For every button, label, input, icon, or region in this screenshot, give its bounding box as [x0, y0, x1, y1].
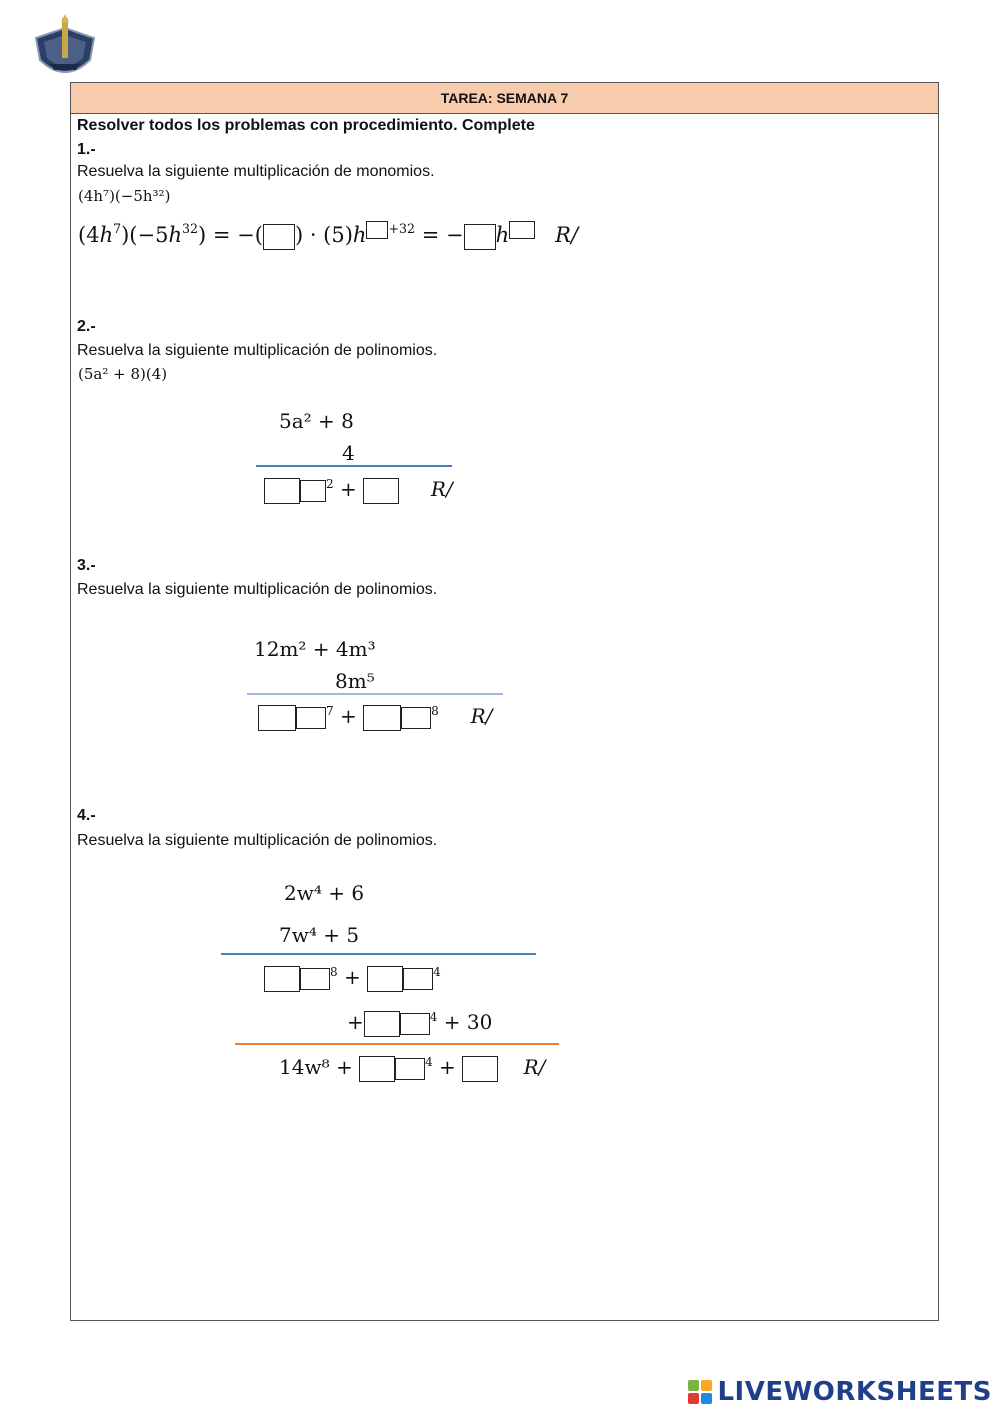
answer-box[interactable]	[366, 221, 388, 239]
problem-4-prompt: Resuelva la siguiente multiplicación de polinomios.	[77, 832, 438, 849]
problem-1-number: 1.-	[77, 141, 96, 158]
problem-1-given: (4h⁷)(−5h³²)	[78, 187, 171, 205]
problem-4-partial-row-1: $^8$ + $^4$	[264, 965, 441, 992]
answer-box[interactable]	[363, 478, 399, 504]
answer-mark: R/	[430, 477, 453, 501]
answer-box[interactable]	[395, 1058, 425, 1080]
brand-logo-icon	[687, 1379, 713, 1405]
problem-2-given: (5a² + 8)(4)	[78, 365, 168, 383]
problem-4-top: 2w⁴ + 6	[284, 881, 365, 905]
worksheet-frame	[70, 82, 939, 1321]
problem-2-top: 5a² + 8	[279, 409, 354, 433]
answer-box[interactable]	[462, 1056, 498, 1082]
problem-2-divider	[256, 465, 452, 467]
answer-box[interactable]	[401, 707, 431, 729]
problem-2-answer-row: $^2$ + R/	[264, 477, 453, 504]
problem-1-equation: $(4h^7)(-5h^{32})$ = −( ) · (5)h $^{+32}$ = − h R/	[78, 223, 578, 250]
problem-4-divider-1	[221, 953, 536, 955]
answer-box[interactable]	[296, 707, 326, 729]
problem-4-divider-2	[235, 1043, 559, 1045]
problem-3-divider	[247, 693, 503, 695]
problem-2-prompt: Resuelva la siguiente multiplicación de polinomios.	[77, 342, 438, 359]
answer-box[interactable]	[367, 966, 403, 992]
school-crest-logo	[30, 14, 100, 86]
problem-4-multiplier: 7w⁴ + 5	[279, 923, 360, 947]
answer-box[interactable]	[403, 968, 433, 990]
problem-2-multiplier: 4	[342, 441, 355, 465]
instructions: Resolver todos los problemas con procedimiento. Complete	[77, 117, 535, 134]
answer-box[interactable]	[509, 221, 535, 239]
answer-mark: R/	[470, 704, 493, 728]
answer-box[interactable]	[300, 968, 330, 990]
problem-3-prompt: Resuelva la siguiente multiplicación de polinomios.	[77, 581, 438, 598]
problem-4-number: 4.-	[77, 807, 96, 824]
problem-1-prompt: Resuelva la siguiente multiplicación de monomios.	[77, 163, 435, 180]
answer-box[interactable]	[264, 478, 300, 504]
answer-box[interactable]	[264, 966, 300, 992]
liveworksheets-brand	[687, 1377, 992, 1407]
answer-mark: R/	[523, 1055, 546, 1079]
answer-box[interactable]	[464, 224, 496, 250]
problem-3-answer-row: $^7$ + $^8$ R/	[258, 704, 492, 731]
problem-3-number: 3.-	[77, 557, 96, 574]
problem-3-multiplier: 8m⁵	[335, 669, 375, 693]
answer-box[interactable]	[359, 1056, 395, 1082]
answer-box[interactable]	[263, 224, 295, 250]
answer-box[interactable]	[300, 480, 326, 502]
problem-4-result-row: 14w⁸ + $^4$ + R/	[279, 1055, 545, 1082]
problem-3-top: 12m² + 4m³	[254, 637, 376, 661]
problem-4-row2-constant: + 30	[443, 1010, 493, 1034]
worksheet-title: TAREA: SEMANA 7	[71, 83, 938, 114]
problem-2-number: 2.-	[77, 318, 96, 335]
problem-4-result-lead: 14w⁸ +	[279, 1055, 353, 1079]
problem-4-partial-row-2: + $^4$ + 30	[347, 1010, 492, 1037]
answer-box[interactable]	[363, 705, 401, 731]
brand-name: LIVEWORKSHEETS	[717, 1377, 992, 1407]
answer-box[interactable]	[364, 1011, 400, 1037]
answer-box[interactable]	[400, 1013, 430, 1035]
answer-box[interactable]	[258, 705, 296, 731]
answer-mark: R/	[555, 223, 579, 247]
